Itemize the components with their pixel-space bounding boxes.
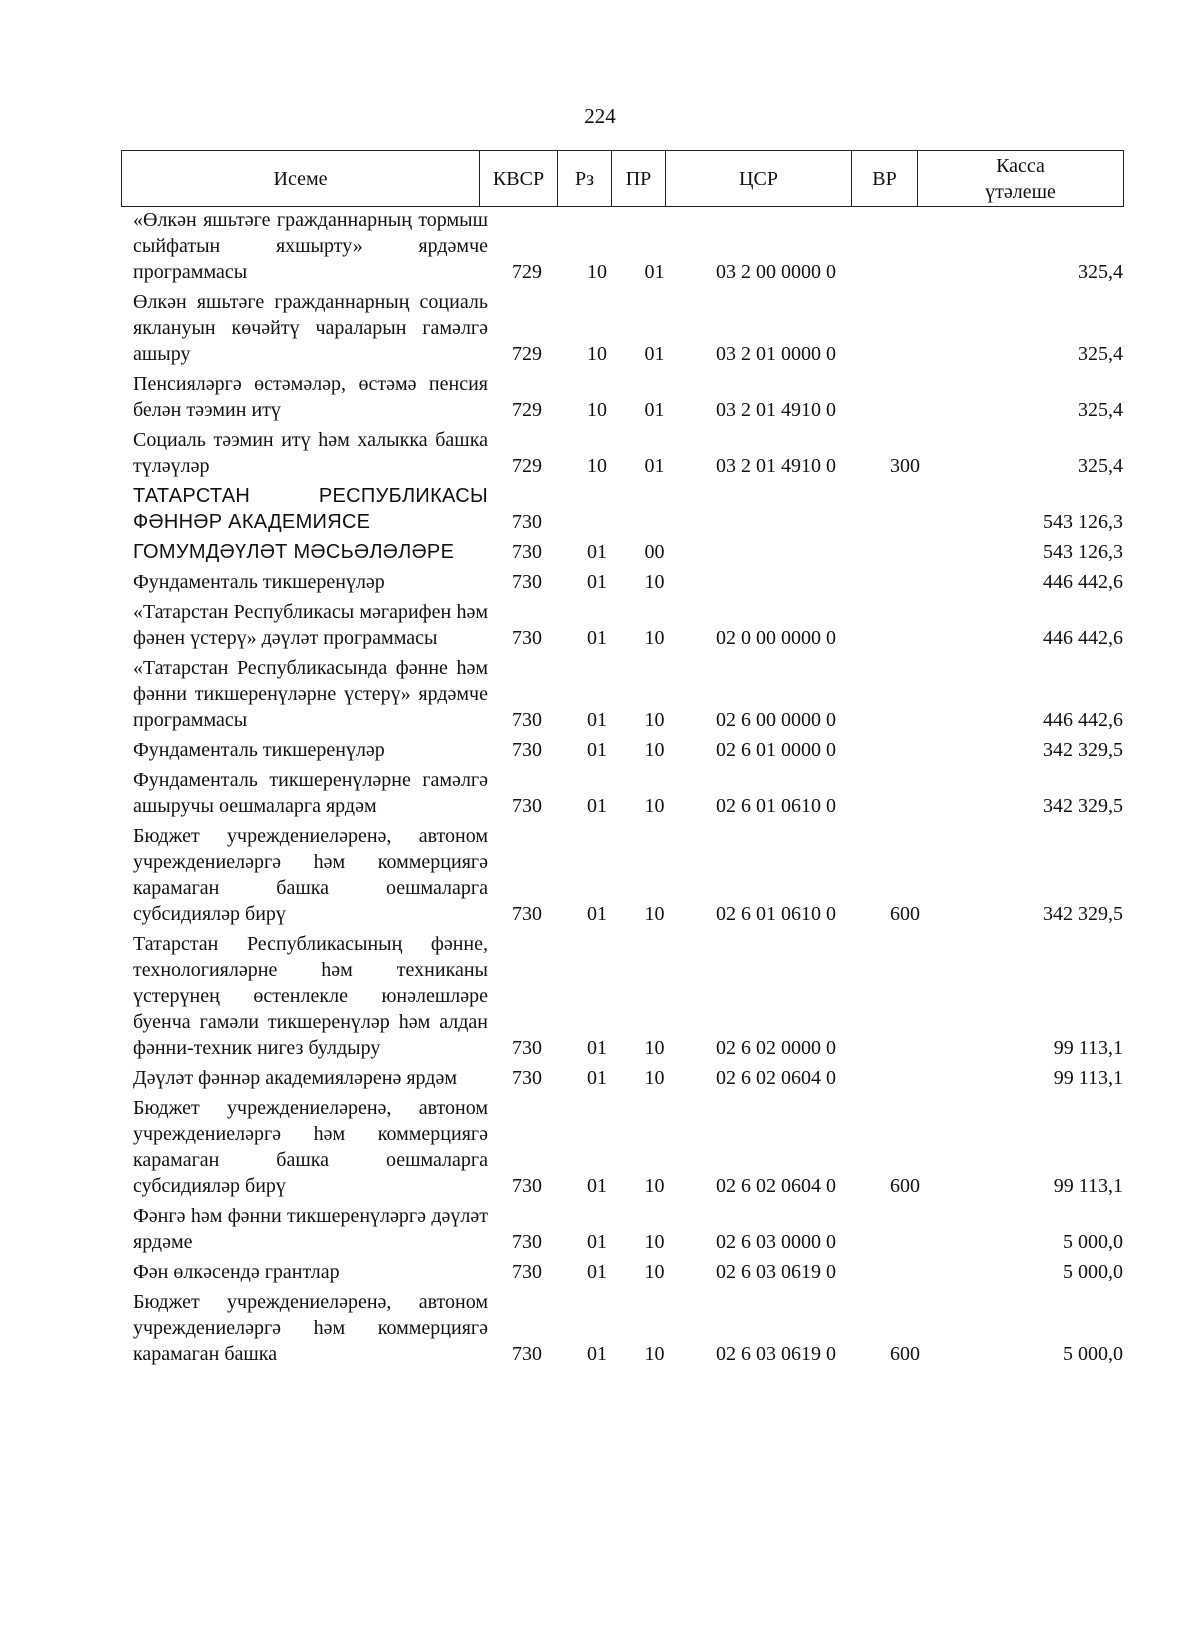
table-row [133, 1203, 1123, 1259]
cell-name: Дәүләт фәннәр академияләренә ярдәм [133, 1067, 457, 1089]
cell-rz: 10 [587, 455, 607, 477]
column-header-sum-line1: Касса [996, 154, 1045, 177]
cell-name: Бюджет учреждениеләренә, автоном учреждениеләргә һәм коммерциягә карамаган башка оешмаларга субсидияләр бирү [133, 825, 488, 925]
cell-rz: 01 [587, 1231, 607, 1253]
cell-vr: 600 [890, 903, 920, 925]
cell-csr: 03 2 01 4910 0 [716, 399, 836, 421]
cell-name: Пенсияләргә өстәмәләр, өстәмә пенсия белән тәэмин итү [133, 373, 488, 421]
cell-pr: 01 [644, 261, 665, 283]
cell-sum: 325,4 [1078, 399, 1123, 421]
cell-rz: 10 [587, 343, 607, 365]
cell-csr: 02 6 02 0604 0 [716, 1175, 836, 1197]
cell-pr: 00 [644, 541, 665, 563]
cell-kvsr: 729 [512, 399, 542, 421]
cell-sum: 99 113,1 [1053, 1037, 1123, 1059]
cell-name: «Өлкән яшьтәге гражданнарның тормыш сыйфатын яхшырту» ярдәмче программасы [133, 209, 488, 283]
column-header-pr: ПР [612, 151, 666, 207]
page-number: 224 [584, 104, 616, 128]
cell-name: Фәнгә һәм фәнни тикшеренүләргә дәүләт ярдәме [133, 1205, 488, 1253]
cell-kvsr: 729 [512, 455, 542, 477]
cell-pr: 10 [644, 709, 665, 731]
cell-rz: 01 [587, 1175, 607, 1197]
cell-rz: 01 [587, 709, 607, 731]
table-row [133, 289, 1123, 371]
cell-kvsr: 730 [512, 511, 542, 533]
cell-csr: 02 6 01 0610 0 [716, 795, 836, 817]
cell-pr: 10 [644, 1231, 665, 1253]
cell-kvsr: 730 [512, 1261, 542, 1283]
cell-rz: 01 [587, 903, 607, 925]
cell-kvsr: 730 [512, 1343, 542, 1365]
column-header-vr: ВР [852, 151, 918, 207]
cell-name: Татарстан Республикасының фәнне, технологияләрне һәм техниканы үстерүнең өстенлекле юнәлешләре буенча гамәли тикшеренүләр һәм алдан фәнни-техник нигез булдыру [133, 933, 488, 1059]
cell-pr: 10 [644, 903, 665, 925]
cell-kvsr: 729 [512, 343, 542, 365]
cell-sum: 99 113,1 [1053, 1067, 1123, 1089]
cell-rz: 10 [587, 399, 607, 421]
table-row [133, 599, 1123, 655]
cell-name: ГОМУМДӘҮЛӘТ МӘСЬӘЛӘЛӘРЕ [133, 541, 455, 563]
cell-csr: 02 6 02 0000 0 [716, 1037, 836, 1059]
cell-name: «Татарстан Республикасында фәнне һәм фәнни тикшеренүләрне үстерү» ярдәмче программасы [133, 657, 488, 731]
table-row [133, 1289, 1123, 1371]
table-row [133, 539, 1123, 569]
cell-pr: 10 [644, 571, 665, 593]
cell-pr: 10 [644, 627, 665, 649]
cell-sum: 325,4 [1078, 261, 1123, 283]
cell-csr: 02 0 00 0000 0 [716, 627, 836, 649]
cell-sum: 99 113,1 [1053, 1175, 1123, 1197]
cell-csr: 02 6 03 0000 0 [716, 1231, 836, 1253]
column-header-csr: ЦСР [666, 151, 852, 207]
cell-rz: 01 [587, 1261, 607, 1283]
table-row [133, 931, 1123, 1065]
cell-sum: 342 329,5 [1043, 903, 1123, 925]
cell-rz: 01 [587, 571, 607, 593]
cell-csr: 03 2 01 4910 0 [716, 455, 836, 477]
table-row [133, 737, 1123, 767]
cell-name: Фундаменталь тикшеренүләр [133, 739, 385, 761]
cell-sum: 5 000,0 [1063, 1231, 1123, 1253]
cell-csr: 03 2 01 0000 0 [716, 343, 836, 365]
cell-kvsr: 730 [512, 541, 542, 563]
cell-kvsr: 730 [512, 1231, 542, 1253]
cell-pr: 01 [644, 455, 665, 477]
cell-sum: 446 442,6 [1043, 571, 1123, 593]
cell-rz: 01 [587, 1343, 607, 1365]
cell-rz: 10 [587, 261, 607, 283]
column-header-sum [918, 151, 1124, 207]
cell-pr: 01 [644, 399, 665, 421]
cell-csr: 03 2 00 0000 0 [716, 261, 836, 283]
cell-name: «Татарстан Республикасы мәгарифен һәм фәнен үстерү» дәүләт программасы [133, 601, 488, 649]
cell-rz: 01 [587, 1067, 607, 1089]
cell-pr: 10 [644, 1067, 665, 1089]
cell-sum: 325,4 [1078, 343, 1123, 365]
cell-name: Фундаменталь тикшеренүләрне гамәлгә ашыручы оешмаларга ярдәм [133, 769, 488, 817]
cell-name: Бюджет учреждениеләренә, автоном учреждениеләргә һәм коммерциягә карамаган башка оешмаларга субсидияләр бирү [133, 1097, 488, 1197]
cell-kvsr: 729 [512, 261, 542, 283]
table-row [133, 371, 1123, 427]
cell-sum: 5 000,0 [1063, 1343, 1123, 1365]
table-row [133, 569, 1123, 599]
cell-kvsr: 730 [512, 903, 542, 925]
cell-sum: 446 442,6 [1043, 627, 1123, 649]
table-row [133, 483, 1123, 539]
cell-csr: 02 6 02 0604 0 [716, 1067, 836, 1089]
cell-sum: 342 329,5 [1043, 739, 1123, 761]
cell-csr: 02 6 03 0619 0 [716, 1343, 836, 1365]
cell-name: ТАТАРСТАН РЕСПУБЛИКАСЫ ФӘННӘР АКАДЕМИЯСЕ [133, 485, 488, 533]
cell-rz: 01 [587, 1037, 607, 1059]
table-row [133, 207, 1123, 289]
cell-pr: 10 [644, 1261, 665, 1283]
cell-csr: 02 6 00 0000 0 [716, 709, 836, 731]
cell-name: Фән өлкәсендә грантлар [133, 1261, 340, 1283]
cell-vr: 300 [890, 455, 920, 477]
cell-kvsr: 730 [512, 627, 542, 649]
table-row [133, 823, 1123, 931]
column-header-kvsr: КВСР [480, 151, 558, 207]
cell-kvsr: 730 [512, 571, 542, 593]
column-header-rz: Рз [558, 151, 612, 207]
cell-pr: 10 [644, 739, 665, 761]
cell-kvsr: 730 [512, 795, 542, 817]
cell-sum: 342 329,5 [1043, 795, 1123, 817]
cell-kvsr: 730 [512, 1067, 542, 1089]
cell-rz: 01 [587, 739, 607, 761]
cell-name: Бюджет учреждениеләренә, автоном учреждениеләргә һәм коммерциягә карамаган башка [133, 1291, 488, 1365]
cell-kvsr: 730 [512, 1037, 542, 1059]
cell-pr: 10 [644, 795, 665, 817]
table-row [133, 1259, 1123, 1289]
column-header-sum-line2: үтәлеше [985, 180, 1056, 203]
cell-rz: 01 [587, 627, 607, 649]
table-row [133, 1065, 1123, 1095]
cell-name: Социаль тәэмин итү һәм халыкка башка түләүләр [133, 429, 488, 477]
cell-name: Фундаменталь тикшеренүләр [133, 571, 385, 593]
table-row [133, 427, 1123, 483]
cell-kvsr: 730 [512, 709, 542, 731]
cell-pr: 10 [644, 1175, 665, 1197]
cell-name: Өлкән яшьтәге гражданнарның социаль яклануын көчәйтү чараларын гамәлгә ашыру [133, 291, 488, 365]
cell-rz: 01 [587, 541, 607, 563]
column-header-name: Исеме [122, 151, 480, 207]
cell-csr: 02 6 03 0619 0 [716, 1261, 836, 1283]
table-body [133, 207, 1123, 1371]
cell-vr: 600 [890, 1175, 920, 1197]
table-row [133, 1095, 1123, 1203]
cell-csr: 02 6 01 0610 0 [716, 903, 836, 925]
cell-vr: 600 [890, 1343, 920, 1365]
table-header [121, 150, 1124, 207]
cell-kvsr: 730 [512, 739, 542, 761]
cell-rz: 01 [587, 795, 607, 817]
cell-sum: 543 126,3 [1043, 541, 1123, 563]
cell-sum: 325,4 [1078, 455, 1123, 477]
table-row [133, 767, 1123, 823]
cell-csr: 02 6 01 0000 0 [716, 739, 836, 761]
cell-pr: 10 [644, 1037, 665, 1059]
table-row [133, 655, 1123, 737]
cell-sum: 543 126,3 [1043, 511, 1123, 533]
cell-sum: 5 000,0 [1063, 1261, 1123, 1283]
cell-kvsr: 730 [512, 1175, 542, 1197]
cell-pr: 10 [644, 1343, 665, 1365]
cell-pr: 01 [644, 343, 665, 365]
cell-sum: 446 442,6 [1043, 709, 1123, 731]
